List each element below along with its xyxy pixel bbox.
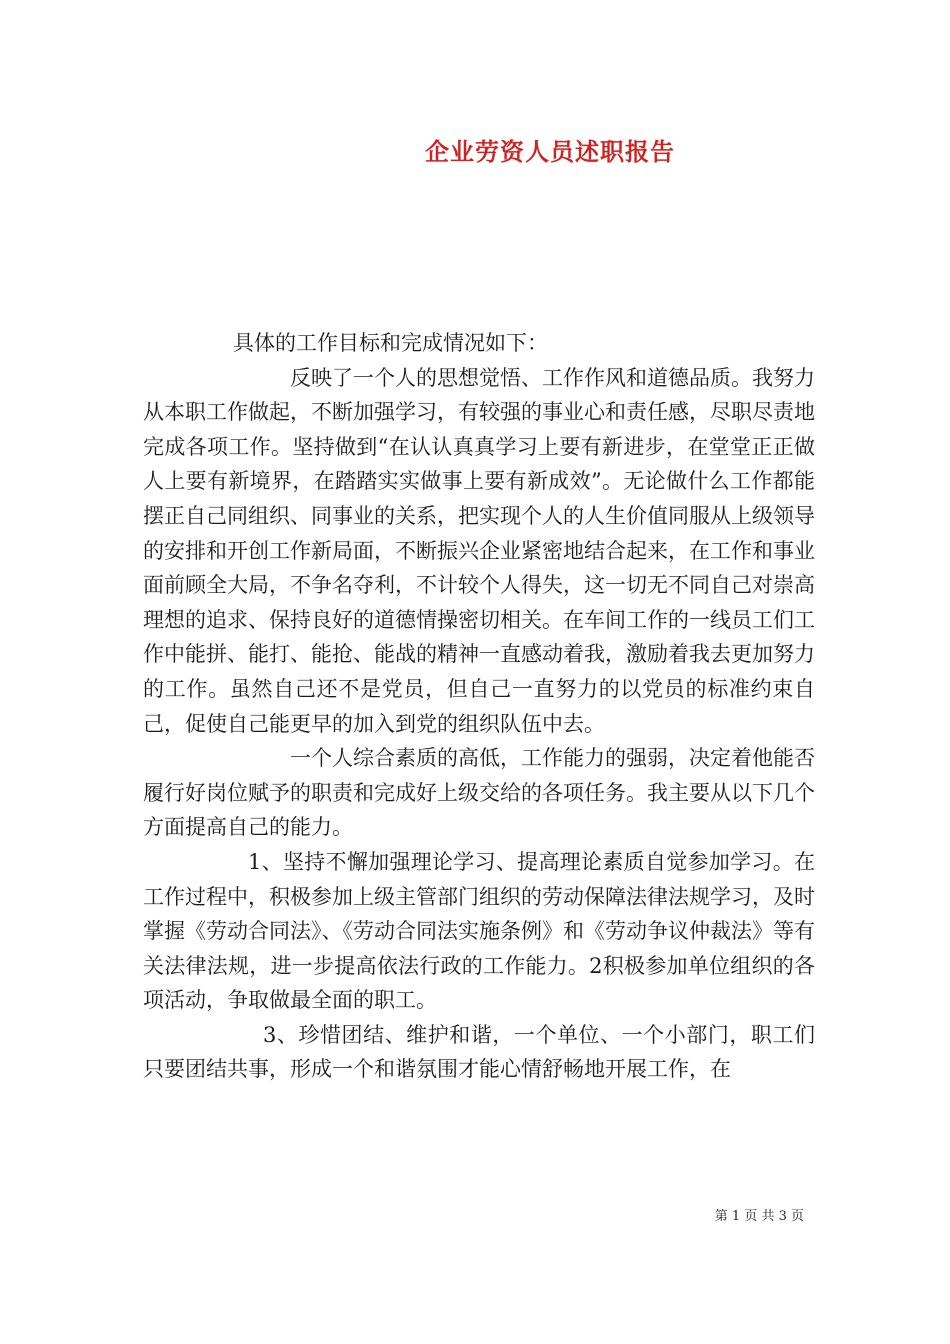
paragraph-ideology: 反映了一个人的思想觉悟、工作作风和道德品质。我努力从本职工作做起，不断加强学习，有较强的事业心和责任感，尽职尽责地完成各项工作。坚持做到“在认认真真学习上要有新进步，在堂堂正正做人上要有新境界，在踏踏实实做事上要有新成效”。无论做什么工作都能摆正自己同组织、同事业的关系，把实现个人的人生价值同服从上级领导的安排和开创工作新局面，不断振兴企业紧密地结合起来，在工作和事业面前顾全大局，不争名夺利，不计较个人得失，这一切无不同自己对崇高理想的追求、保持良好的道德情操密切相关。在车间工作的一线员工们工作中能拼、能打、能抢、能战的精神一直感动着我，激励着我去更加努力的工作。虽然自己还不是党员，但自己一直努力的以党员的标准约束自己，促使自己能更早的加入到党的组织队伍中去。 (143, 365, 815, 736)
paragraph-intro: 具体的工作目标和完成情况如下： (233, 331, 548, 355)
paragraph-unity: 3、珍惜团结、维护和谐，一个单位、一个小部门，职工们只要团结共事，形成一个和谐氛围才能心情舒畅地开展工作，在 (143, 1022, 815, 1082)
paragraph-study: 1、坚持不懈加强理论学习、提高理论素质自觉参加学习。在工作过程中，积极参加上级主管部门组织的劳动保障法律法规学习，及时掌握《劳动合同法》、《劳动合同法实施条例》和《劳动争议仲裁法》等有关法律法规，进一步提高依法行政的工作能力。2积极参加单位组织的各项活动，争取做最全面的职工。 (143, 849, 815, 1013)
paragraph-ability: 一个人综合素质的高低，工作能力的强弱，决定着他能否履行好岗位赋予的职责和完成好上级交给的各项任务。我主要从以下几个方面提高自己的能力。 (143, 746, 815, 840)
document-title: 企业劳资人员述职报告 (425, 137, 675, 166)
document-body (143, 326, 815, 1087)
page-number: 第 1 页 共 3 页 (714, 1209, 804, 1224)
